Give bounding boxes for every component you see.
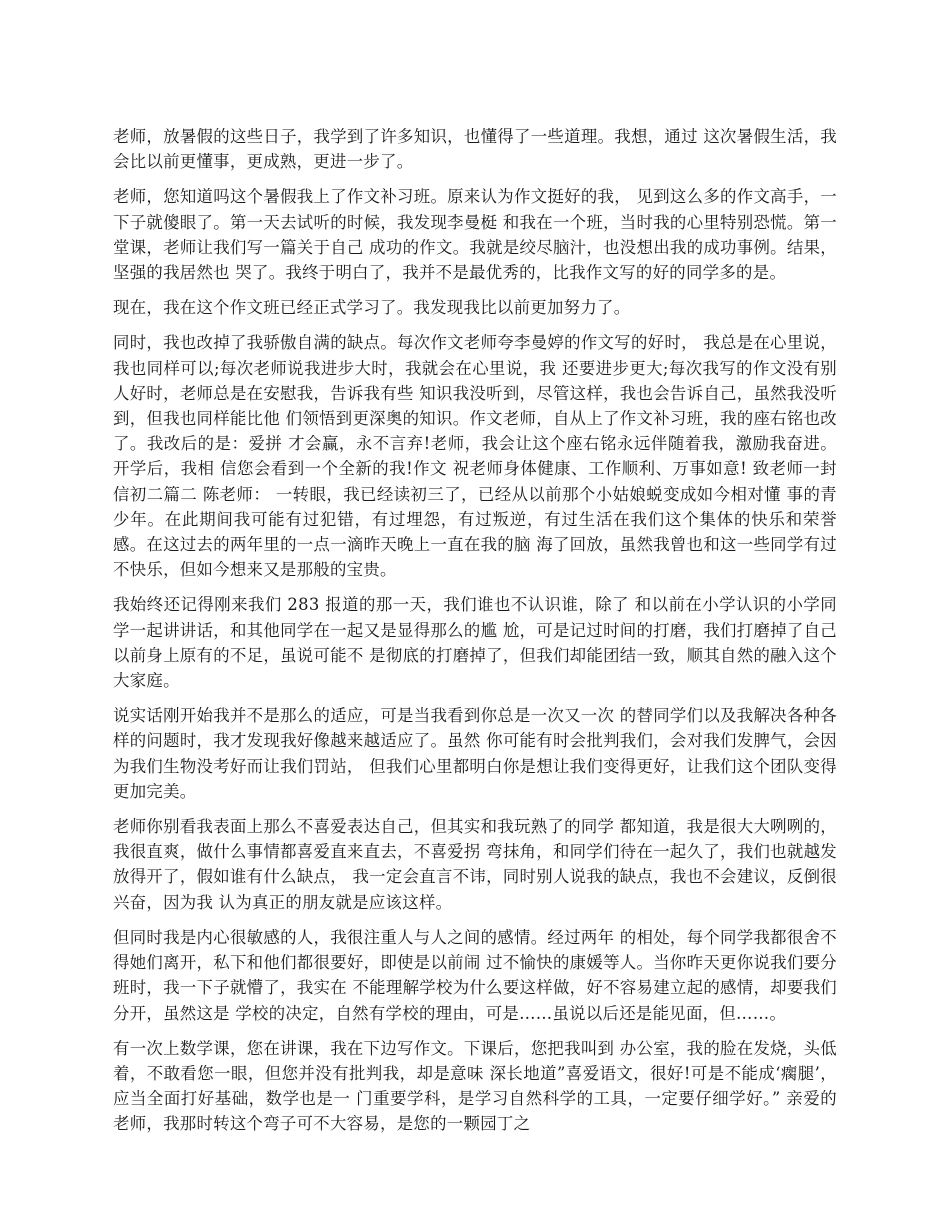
paragraph: 有一次上数学课，您在讲课，我在下边写作文。下课后，您把我叫到 办公室，我的脸在发烧，头低着，不敢看您一眼，但您并没有批判我，却是意味 深长地道”喜爱语文，很好!可是不能成‘瘸腿’，应当全面打好基础，数学也是一 门重要学科，是学习自然科学的工具，一定要仔细学好。” 亲爱的老师，我那时转这个弯子可不大容易，是您的一颗园丁之 — [113, 1038, 837, 1134]
paragraph: 同时，我也改掉了我骄傲自满的缺点。每次作文老师夸李曼婷的作文写的好时， 我总是在心里说，我也同样可以;每次老师说我进步大时，我就会在心里说，我 还要进步更大;每次我写的作文没有别人好时，老师总是在安慰我，告诉我有些 知识我没听到，尽管这样，我也会告诉自己，虽然我没听到，但我也同样能比他 们领悟到更深奥的知识。作文老师，自从上了作文补习班，我的座右铭也改了。我改后的是：爱拼 才会赢，永不言弃!老师，我会让这个座右铭永远伴随着我，激励我奋进。开学后，我相 信您会看到一个全新的我!作文 祝老师身体健康、工作顺利、万事如意! 致老师一封信初二篇二 陈老师： 一转眼，我已经读初三了，已经从以前那个小姑娘蜕变成如今相对懂 事的青少年。在此期间我可能有过犯错，有过埋怨，有过叛逆，有过生活在我们这个集体的快乐和荣誉感。在这过去的两年里的一点一滴昨天晚上一直在我的脑 海了回放，虽然我曾也和这一些同学有过不快乐，但如今想来又是那般的宝贵。 — [113, 333, 837, 580]
paragraph: 说实话刚开始我并不是那么的适应，可是当我看到你总是一次又一次 的替同学们以及我解决各种各样的问题时，我才发现我好像越来越适应了。虽然 你可能有时会批判我们，会对我们发脾气，会因为我们生物没考好而让我们罚站， 但我们心里都明白你是想让我们变得更好，让我们这个团队变得更加完美。 — [113, 706, 837, 801]
document-body — [113, 124, 837, 1147]
paragraph: 但同时我是内心很敏感的人，我很注重人与人之间的感情。经过两年 的相处，每个同学我都很舍不得她们离开，私下和他们都很要好，即使是以前闹 过不愉快的康媛等人。当你昨天更你说我们要分班时，我一下子就懵了，我实在 不能理解学校为什么要这样做，好不容易建立起的感情，却要我们分开，虽然这是 学校的决定，自然有学校的理由，可是……虽说以后还是能见面，但……。 — [113, 927, 837, 1023]
paragraph: 我始终还记得刚来我们 283 报道的那一天，我们谁也不认识谁，除了 和以前在小学认识的小学同学一起讲讲话，和其他同学在一起又是显得那么的尴 尬，可是记过时间的打磨，我们打磨掉了自己以前身上原有的不足，虽说可能不 是彻底的打磨掉了，但我们却能团结一致，顺其自然的融入这个大家庭。 — [113, 595, 837, 691]
paragraph: 老师你别看我表面上那么不喜爱表达自己，但其实和我玩熟了的同学 都知道，我是很大大咧咧的，我很直爽，做什么事情都喜爱直来直去，不喜爱拐 弯抹角，和同学们待在一起久了，我们也就越发放得开了，假如谁有什么缺点， 我一定会直言不讳，同时别人说我的缺点，我也不会建议，反倒很兴奋，因为我 认为真正的朋友就是应该这样。 — [113, 817, 837, 912]
paragraph: 老师，您知道吗这个暑假我上了作文补习班。原来认为作文挺好的我， 见到这么多的作文高手，一下子就傻眼了。第一天去试听的时候，我发现李曼梃 和我在一个班，当时我的心里特别恐慌。第一堂课，老师让我们写一篇关于自己 成功的作文。我就是绞尽脑汁，也没想出我的成功事例。结果，坚强的我居然也 哭了。我终于明白了，我并不是最优秀的，比我作文写的好的同学多的是。 — [113, 187, 837, 283]
paragraph: 老师，放暑假的这些日子，我学到了许多知识，也懂得了一些道理。我想，通过 这次暑假生活，我会比以前更懂事，更成熟，更进一步了。 — [113, 127, 837, 172]
paragraph: 现在，我在这个作文班已经正式学习了。我发现我比以前更加努力了。 — [113, 298, 631, 318]
